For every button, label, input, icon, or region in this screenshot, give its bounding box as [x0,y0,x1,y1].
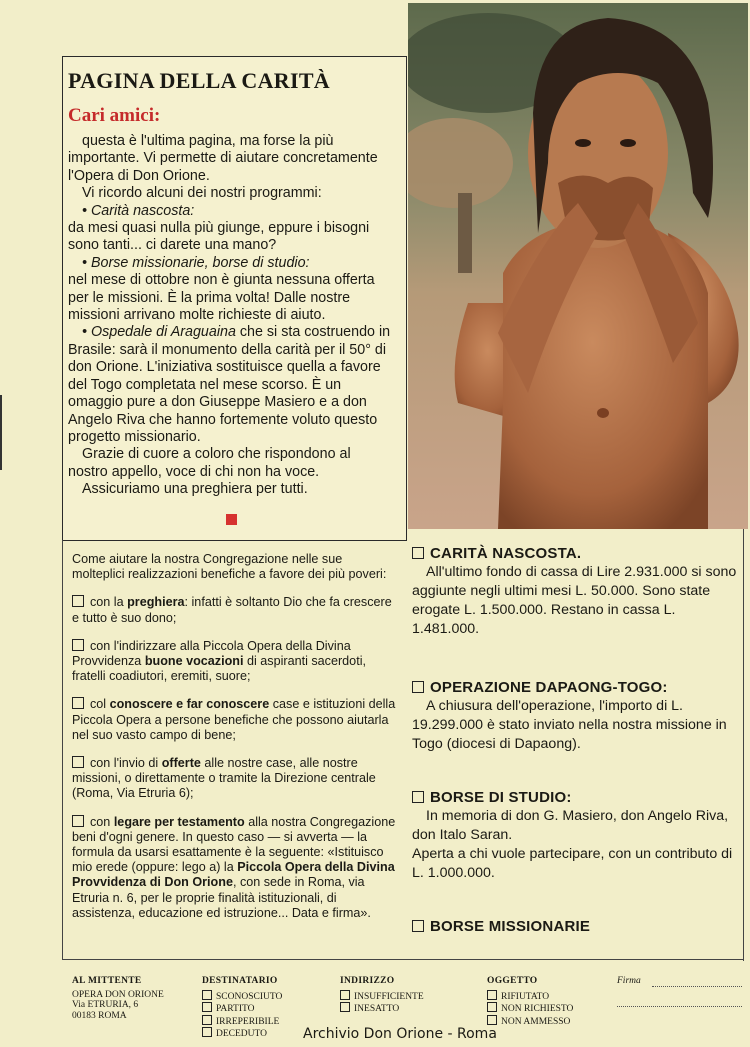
recipient-column: DESTINATARIO SCONOSCIUTO PARTITO IRREPERIBILE DECEDUTO [202,976,283,1039]
checkbox-icon[interactable] [202,1015,212,1025]
greeting: Cari amici: [68,105,161,126]
child-photo [408,3,748,529]
checkbox-icon[interactable] [487,1002,497,1012]
archive-watermark: Archivio Don Orione - Roma [300,1026,500,1042]
checkbox-icon[interactable] [72,815,84,827]
checkbox-icon[interactable] [72,595,84,607]
checkbox-icon[interactable] [412,791,424,803]
slip-option[interactable]: SCONOSCIUTO [202,990,282,1003]
letter-paragraph: questa è l'ultima pagina, ma forse la più importante. Vi permette di aiutare concretamente l'Opera di Don Orione. [68,133,378,184]
slip-option[interactable]: DECEDUTO [202,1027,282,1040]
checkbox-icon[interactable] [340,1002,350,1012]
letter-paragraph: Vi ricordo alcuni dei nostri programmi: [82,185,322,202]
report-heading: BORSE MISSIONARIE [412,917,738,936]
program-text: che si sta costruendo in Brasile: sarà il monumento della carità per il 50° di don Orione. L'iniziativa sostituisce quella a favore del Togo completata nel mese scorso. È un omaggio pure a don Giuseppe Masiero e a don Angelo Riva che hanno fortemente voluto questo progetto missionario. [68,324,391,445]
slip-option[interactable]: PARTITO [202,1002,282,1015]
child-photo-image [408,3,748,529]
checkbox-icon[interactable] [202,1002,212,1012]
checkbox-icon[interactable] [487,1015,497,1025]
signature-label: Firma [617,976,641,986]
checkbox-icon[interactable] [72,756,84,768]
program-text: da mesi quasi nulla più giunge, eppure i bisogni sono tanti... ci darete una mano? [68,220,370,254]
slip-option[interactable]: INESATTO [340,1002,424,1015]
help-option: con l'invio di offerte alle nostre case, alle nostre missioni, o direttamente o tramite la Direzione centrale (Roma, Via Etruria 6); [72,756,376,801]
checkbox-icon[interactable] [412,681,424,693]
report-text: A chiusura dell'operazione, l'importo di L. 19.299.000 è stato inviato nella nostra missione in Togo (diocesi di Dapaong). [412,698,727,752]
subject-column: OGGETTO RIFIUTATO NON RICHIESTO NON AMMESSO [487,976,574,1027]
letter-paragraph: Grazie di cuore a coloro che rispondono al nostro appello, voce di chi non ha voce. [68,446,351,480]
report-text: Aperta a chi vuole partecipare, con un contributo di L. 1.000.000. [412,846,733,881]
how-intro: Come aiutare la nostra Congregazione nelle sue molteplici realizzazioni benefiche a favore dei più poveri: [72,552,387,582]
help-option: con legare per testamento alla nostra Congregazione beni d'ogni genere. In questo caso — si avverta — la formula da usarsi esattamente è la seguente: «Istituisco mio erede (oppure: lego a) la Piccola Opera della Divina Provvidenza di Don Orione, con sede in Roma, via Etruria n. 6, per le proprie finalità istituzionali, di assistenza, educazione ed istruzione... Data e firma». [72,814,396,920]
frame-right-line [743,529,744,961]
program-title: • Carità nascosta: [82,202,195,219]
program-title: • Ospedale di Araguaina [82,324,236,341]
letter-text [68,133,393,499]
slip-option[interactable]: NON AMMESSO [487,1015,573,1028]
help-option: con la preghiera: infatti è soltanto Dio che fa crescere e tutto è suo dono; [72,595,392,625]
checkbox-icon[interactable] [202,990,212,1000]
program-item [68,324,393,446]
program-title: • Borse missionarie, borse di studio: [82,254,310,271]
report-heading: OPERAZIONE DAPAONG-TOGO: [412,678,738,697]
slip-option[interactable]: INSUFFICIENTE [340,990,424,1003]
checkbox-icon[interactable] [72,639,84,651]
slip-option[interactable]: IRREPERIBILE [202,1015,282,1028]
checkbox-icon[interactable] [412,920,424,932]
page-edge-mark [0,395,6,470]
checkbox-icon[interactable] [72,697,84,709]
slip-option[interactable]: RIFIUTATO [487,990,573,1003]
red-square-icon [226,514,237,525]
report-text: All'ultimo fondo di cassa di Lire 2.931.000 si sono aggiunte negli ultimi mesi L. 50.000. Sono state erogate L. 1.500.000. Restano in cassa L. 1.481.000. [412,564,737,637]
signature-line[interactable] [652,986,742,987]
checkbox-icon[interactable] [202,1027,212,1037]
checkbox-icon[interactable] [412,547,424,559]
report-text: In memoria di don G. Masiero, don Angelo Riva, don Italo Saran. [412,808,729,843]
sender-column: AL MITTENTE OPERA DON ORIONE Via ETRURIA, 6 00183 ROMA [72,976,164,1021]
address-column: INDIRIZZO INSUFFICIENTE INESATTO [340,976,424,1014]
fund-reports [412,544,738,936]
checkbox-icon[interactable] [487,990,497,1000]
report-heading: BORSE DI STUDIO: [412,788,738,807]
program-text: nel mese di ottobre non è giunta nessuna offerta per le missioni. È la prima volta! Dalle nostre missioni arrivano molte richieste di aiuto. [68,272,375,324]
letter-paragraph: Assicuriamo una preghiera per tutti. [82,481,308,498]
signature-line[interactable] [617,1006,742,1007]
slip-option[interactable]: NON RICHIESTO [487,1002,573,1015]
report-heading: CARITÀ NASCOSTA. [412,544,738,563]
page-title: PAGINA DELLA CARITÀ [68,68,330,93]
help-option: col conoscere e far conoscere case e istituzioni della Piccola Opera a persone benefiche che possono aiutarla nel suo vasto campo di bene; [72,697,396,742]
help-option: con l'indirizzare alla Piccola Opera della Divina Provvidenza buone vocazioni di aspiranti sacerdoti, fratelli coadiutori, eremiti, suore; [72,638,366,684]
how-to-help [72,552,397,934]
checkbox-icon[interactable] [340,990,350,1000]
